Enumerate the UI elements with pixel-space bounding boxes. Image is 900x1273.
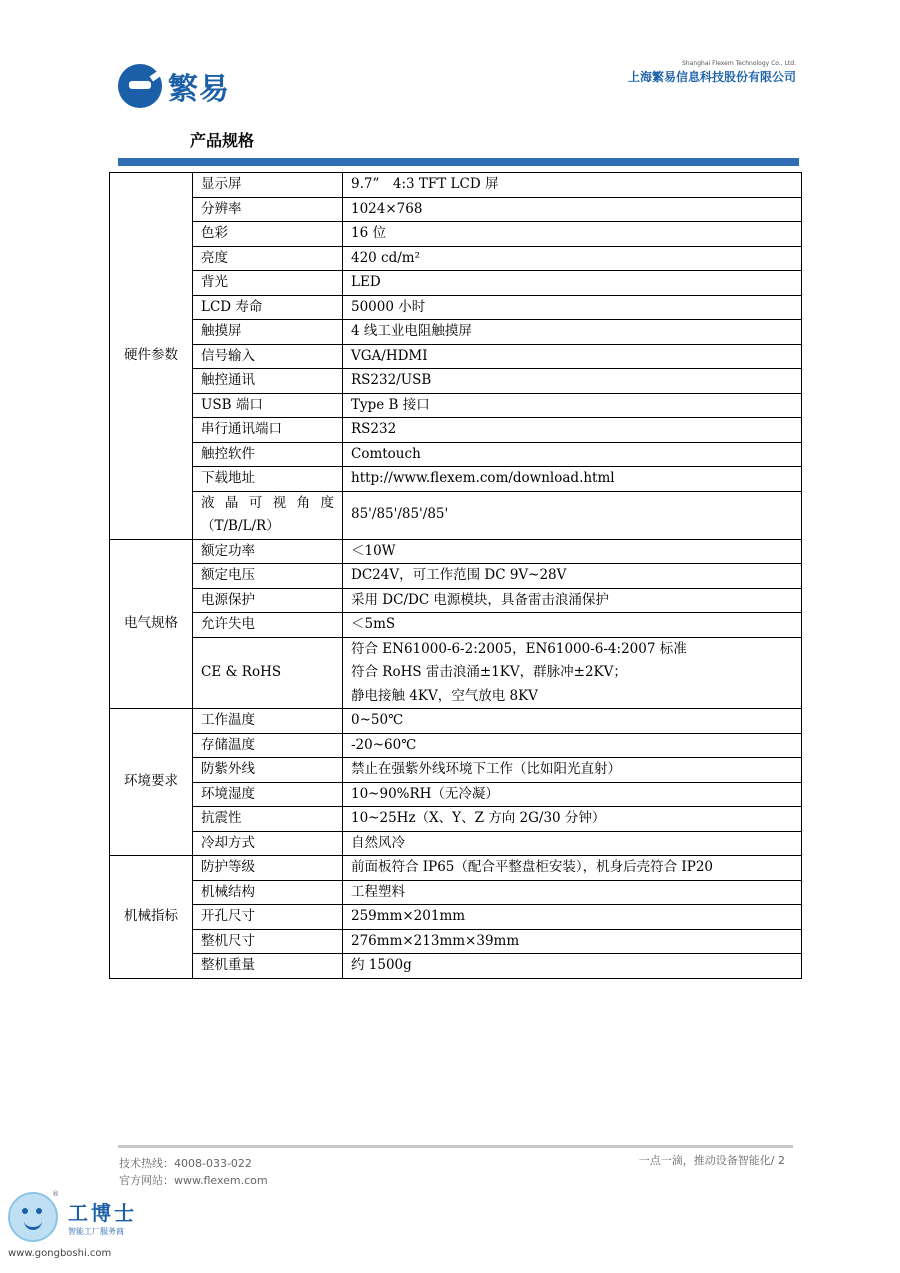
spec-value: 4 线工业电阻触摸屏: [343, 320, 802, 345]
spec-row: [110, 393, 802, 418]
viewing-angle-label-line1: [201, 492, 334, 516]
spec-value: RS232/USB: [343, 369, 802, 394]
spec-table: [109, 172, 802, 979]
gongboshi-watermark: [8, 1192, 137, 1242]
spec-value: 16 位: [343, 222, 802, 247]
spec-row: [110, 320, 802, 345]
watermark-sub: 智能工厂服务商: [68, 1227, 124, 1236]
viewing-angle-label-char: 视: [272, 494, 287, 511]
spec-value: Type B 接口: [343, 393, 802, 418]
spec-value: -20~60℃: [343, 733, 802, 758]
spec-value: 前面板符合 IP65（配合平整盘柜安装），机身后壳符合 IP20: [343, 856, 802, 881]
spec-value: 采用 DC/DC 电源模块，具备雷击浪涌保护: [343, 588, 802, 613]
watermark-url: www.gongboshi.com: [8, 1248, 112, 1259]
viewing-angle-label-char: 可: [248, 494, 263, 511]
spec-value: 9.7” 4:3 TFT LCD 屏: [343, 173, 802, 198]
spec-value: 85'/85'/85'/85': [343, 491, 802, 539]
spec-label: CE & RoHS: [193, 637, 343, 709]
spec-row: [110, 588, 802, 613]
spec-row: [110, 880, 802, 905]
registered-mark: ®: [52, 1190, 59, 1198]
spec-label: 环境湿度: [193, 782, 343, 807]
spec-value: 1024×768: [343, 197, 802, 222]
ce-line: 符合 EN61000-6-2:2005，EN61000-6-4:2007 标准: [351, 640, 687, 657]
spec-label: 触摸屏: [193, 320, 343, 345]
spec-value: VGA/HDMI: [343, 344, 802, 369]
spec-value: 约 1500g: [343, 954, 802, 979]
spec-value: ＜5mS: [343, 613, 802, 638]
spec-label: 分辨率: [193, 197, 343, 222]
spec-label: 整机重量: [193, 954, 343, 979]
spec-label: [193, 491, 343, 539]
watermark-text: [68, 1197, 137, 1237]
spec-label: 开孔尺寸: [193, 905, 343, 930]
spec-value: 50000 小时: [343, 295, 802, 320]
spec-label: 抗震性: [193, 807, 343, 832]
spec-value: 276mm×213mm×39mm: [343, 929, 802, 954]
spec-value: 259mm×201mm: [343, 905, 802, 930]
spec-row: [110, 709, 802, 734]
spec-row: [110, 369, 802, 394]
spec-row: [110, 929, 802, 954]
footer-divider: [118, 1145, 793, 1148]
spec-label: 整机尺寸: [193, 929, 343, 954]
spec-value: ＜10W: [343, 539, 802, 564]
spec-row: [110, 271, 802, 296]
header-divider-bar: [118, 158, 799, 166]
ce-line: 静电接触 4KV，空气放电 8KV: [351, 687, 538, 704]
spec-row: [110, 222, 802, 247]
spec-label: 机械结构: [193, 880, 343, 905]
spec-category: 机械指标: [110, 856, 193, 979]
spec-row: [110, 564, 802, 589]
spec-value: 自然风冷: [343, 831, 802, 856]
flexem-logo: [118, 64, 230, 108]
company-name-cn: 上海繁易信息科技股份有限公司: [627, 70, 796, 84]
footer-contact: [119, 1155, 268, 1189]
spec-value: 禁止在强紫外线环境下工作（比如阳光直射）: [343, 758, 802, 783]
spec-category: 硬件参数: [110, 173, 193, 540]
spec-row: [110, 831, 802, 856]
spec-row: [110, 758, 802, 783]
viewing-angle-label-line2: （T/B/L/R）: [201, 518, 280, 534]
viewing-angle-label-char: 液: [201, 494, 215, 511]
spec-label: 工作温度: [193, 709, 343, 734]
spec-value: 0~50℃: [343, 709, 802, 734]
spec-label: 防护等级: [193, 856, 343, 881]
spec-value: http://www.flexem.com/download.html: [343, 467, 802, 492]
spec-label: 额定功率: [193, 539, 343, 564]
spec-row: [110, 954, 802, 979]
spec-value: 工程塑料: [343, 880, 802, 905]
spec-label: 亮度: [193, 246, 343, 271]
spec-value: 420 cd/m²: [343, 246, 802, 271]
spec-row: [110, 197, 802, 222]
logo-text: 繁易: [168, 72, 230, 107]
spec-row: [110, 442, 802, 467]
spec-row: [110, 807, 802, 832]
ce-line: 符合 RoHS 雷击浪涌±1KV，群脉冲±2KV；: [351, 664, 627, 680]
spec-value: [343, 637, 802, 709]
spec-row: [110, 467, 802, 492]
spec-label: 色彩: [193, 222, 343, 247]
spec-value: LED: [343, 271, 802, 296]
spec-label: 背光: [193, 271, 343, 296]
footer-hotline: 技术热线：4008-033-022: [119, 1157, 252, 1170]
robot-mascot-icon: [8, 1192, 58, 1242]
spec-label: 存储温度: [193, 733, 343, 758]
spec-row: [110, 782, 802, 807]
spec-label: 电源保护: [193, 588, 343, 613]
spec-row: [110, 173, 802, 198]
spec-label: 冷却方式: [193, 831, 343, 856]
spec-value: Comtouch: [343, 442, 802, 467]
spec-label: 触控通讯: [193, 369, 343, 394]
footer-website: 官方网站：www.flexem.com: [119, 1174, 268, 1187]
spec-table-body: [110, 173, 802, 979]
viewing-angle-label-char: 晶: [224, 494, 239, 511]
spec-label: 串行通讯端口: [193, 418, 343, 443]
spec-label: LCD 寿命: [193, 295, 343, 320]
company-name: [628, 60, 796, 85]
spec-label: USB 端口: [193, 393, 343, 418]
spec-label: 信号输入: [193, 344, 343, 369]
spec-row: [110, 491, 802, 539]
spec-label: 下载地址: [193, 467, 343, 492]
spec-row: [110, 637, 802, 709]
flexem-logo-icon: [118, 64, 162, 108]
spec-row: [110, 856, 802, 881]
viewing-angle-label-char: 度: [320, 494, 334, 511]
spec-value: 10~25Hz（X、Y、Z 方向 2G/30 分钟）: [343, 807, 802, 832]
spec-row: [110, 539, 802, 564]
spec-row: [110, 418, 802, 443]
spec-category: 环境要求: [110, 709, 193, 856]
company-name-en: Shanghai Flexem Technology Co., Ltd.: [682, 60, 796, 67]
footer-slogan: 一点一滴，推动设备智能化/ 2: [638, 1154, 785, 1167]
spec-value: RS232: [343, 418, 802, 443]
spec-value: DC24V，可工作范围 DC 9V~28V: [343, 564, 802, 589]
spec-row: [110, 344, 802, 369]
spec-label: 允许失电: [193, 613, 343, 638]
spec-label: 触控软件: [193, 442, 343, 467]
spec-value: 10~90%RH（无冷凝）: [343, 782, 802, 807]
spec-row: [110, 733, 802, 758]
spec-row: [110, 295, 802, 320]
spec-label: 额定电压: [193, 564, 343, 589]
spec-row: [110, 613, 802, 638]
section-title: 产品规格: [190, 131, 255, 150]
spec-row: [110, 905, 802, 930]
watermark-name: 工博士: [68, 1201, 137, 1225]
spec-label: 防紫外线: [193, 758, 343, 783]
viewing-angle-label-char: 角: [296, 494, 311, 511]
spec-row: [110, 246, 802, 271]
spec-label: 显示屏: [193, 173, 343, 198]
spec-category: 电气规格: [110, 539, 193, 709]
